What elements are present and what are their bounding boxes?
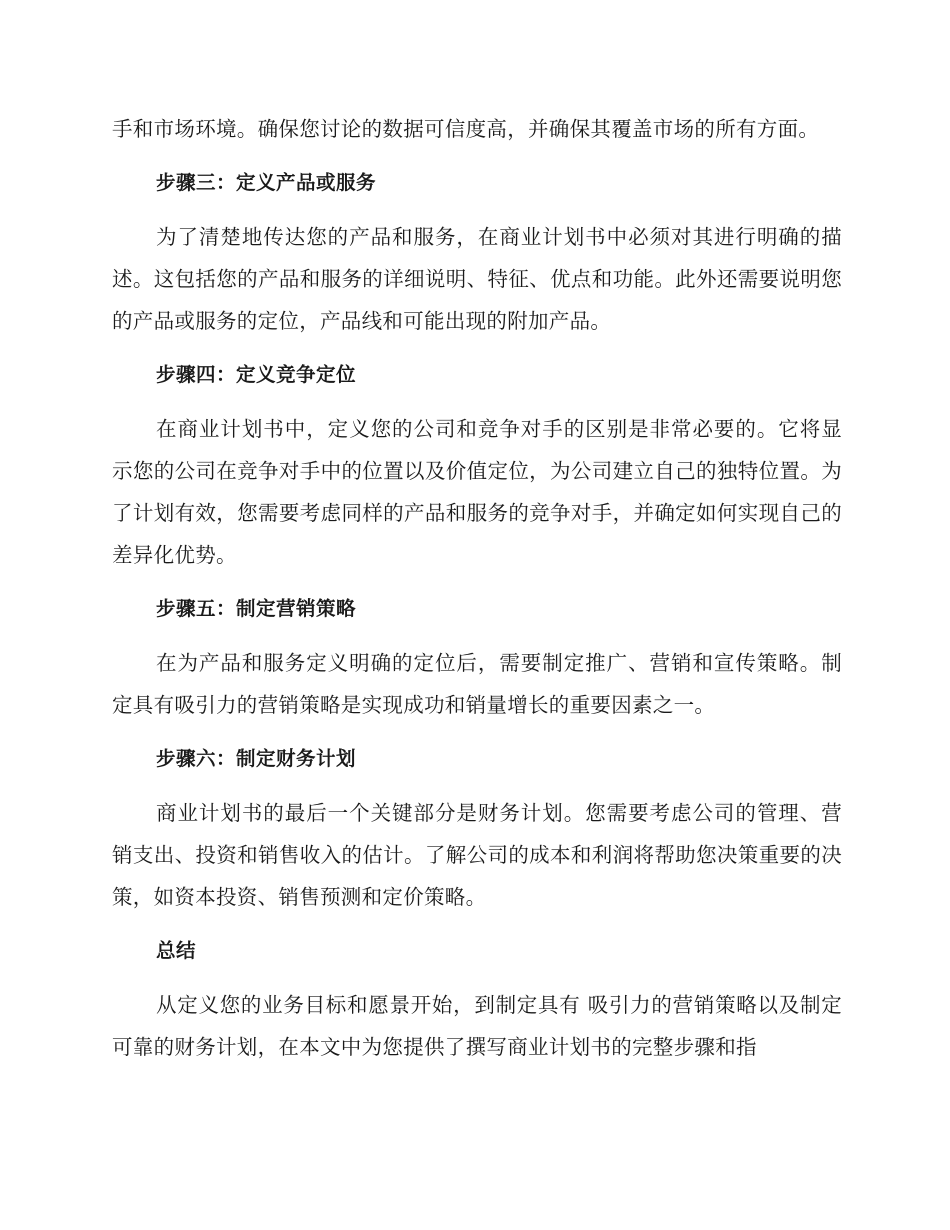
summary-paragraph: 从定义您的业务目标和愿景开始，到制定具有 吸引力的营销策略以及制定可靠的财务计划，在本文中为您提供了撰写商业计划书的完整步骤和指 [112, 993, 842, 1059]
step5-heading: 步骤五：制定营销策略 [156, 597, 357, 620]
step4-paragraph: 在商业计划书中，定义您的公司和竞争对手的区别是非常必要的。它将显示您的公司在竞争对手中的位置以及价值定位，为公司建立自己的独特位置。为了计划有效，您需要考虑同样的产品和服务的竞争对手，并确定如何实现自己的差异化优势。 [112, 417, 842, 567]
document-body [112, 108, 842, 1082]
summary-heading: 总结 [156, 939, 197, 962]
step5-paragraph: 在为产品和服务定义明确的定位后，需要制定推广、营销和宣传策略。制定具有吸引力的营销策略是实现成功和销量增长的重要因素之一。 [112, 651, 842, 717]
step6-heading: 步骤六：制定财务计划 [156, 747, 357, 770]
step3-heading: 步骤三：定义产品或服务 [156, 171, 377, 194]
step3-paragraph: 为了清楚地传达您的产品和服务，在商业计划书中必须对其进行明确的描述。这包括您的产品和服务的详细说明、特征、优点和功能。此外还需要说明您的产品或服务的定位，产品线和可能出现的附加产品。 [112, 225, 842, 333]
step6-paragraph: 商业计划书的最后一个关键部分是财务计划。您需要考虑公司的管理、营销支出、投资和销售收入的估计。了解公司的成本和利润将帮助您决策重要的决策，如资本投资、销售预测和定价策略。 [112, 801, 842, 909]
intro-paragraph-continuation: 手和市场环境。确保您讨论的数据可信度高，并确保其覆盖市场的所有方面。 [112, 117, 820, 141]
step4-heading: 步骤四：定义竞争定位 [156, 363, 357, 386]
